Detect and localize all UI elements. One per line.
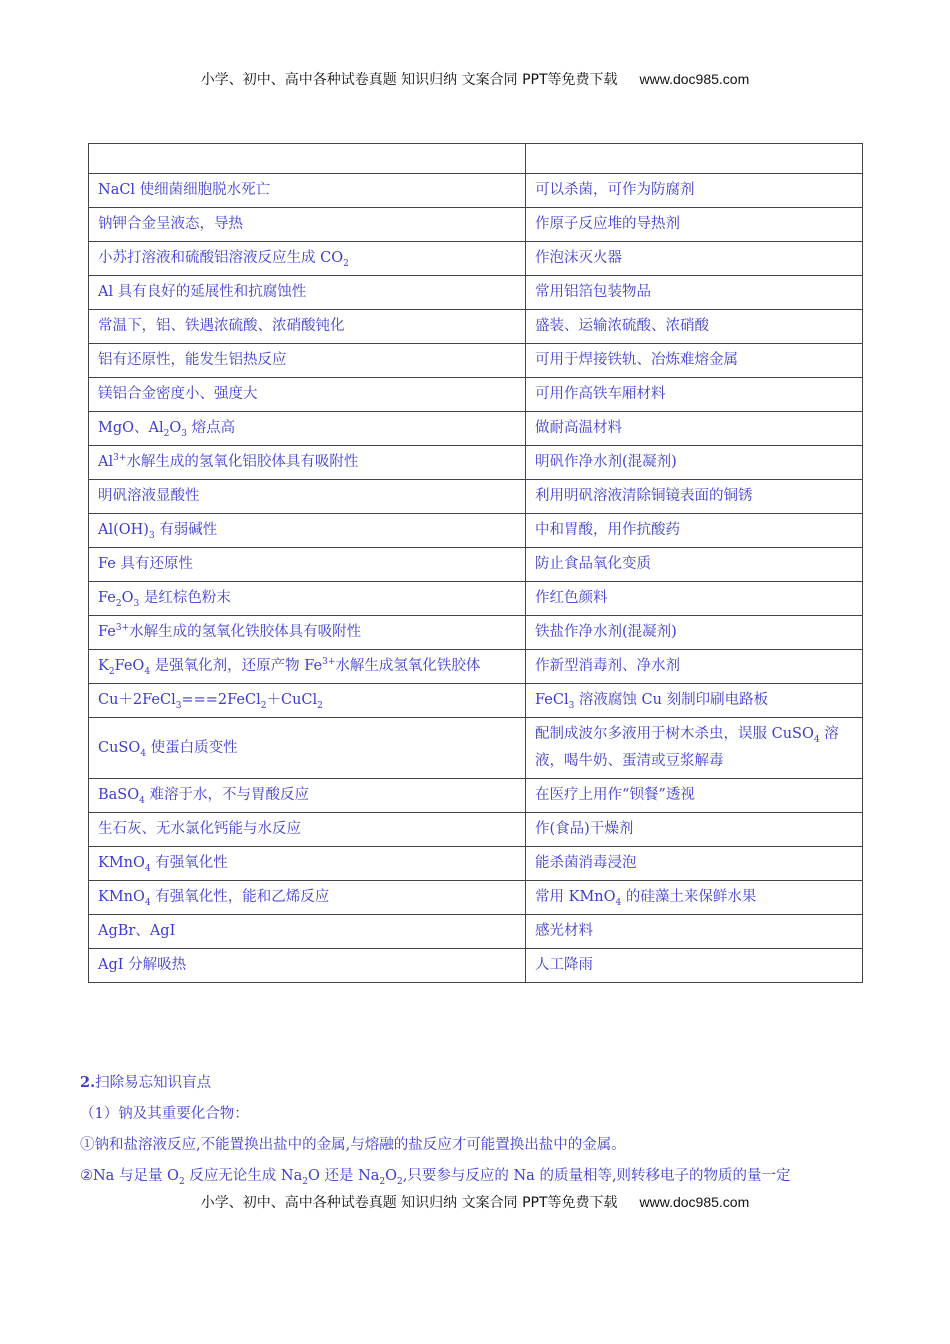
cell-use: 铁盐作净水剂(混凝剂) xyxy=(526,616,863,650)
cell-property: 镁铝合金密度小、强度大 xyxy=(89,378,526,412)
cell-property: 明矾溶液显酸性 xyxy=(89,480,526,514)
cell-use: 人工降雨 xyxy=(526,949,863,983)
cell-property: AgI 分解吸热 xyxy=(89,949,526,983)
cell-property: $Al^{3+}$水解生成的氢氧化铝胶体具有吸附性 xyxy=(89,446,526,480)
cell-property: Fe 具有还原性 xyxy=(89,548,526,582)
section-number: 2. xyxy=(80,1074,96,1091)
table-row xyxy=(89,208,863,242)
cell-use: 作红色颜料 xyxy=(526,582,863,616)
cell-property: AgBr、AgI xyxy=(89,915,526,949)
cell-property: $Al(OH)_3$ 有弱碱性 xyxy=(89,514,526,548)
table-row xyxy=(89,847,863,881)
cell-property: Cu＋2FeCl$_3$===2FeCl$_2$＋CuCl$_2$ xyxy=(89,684,526,718)
paragraph-2: ②Na 与足量 $O_2$ 反应无论生成 $Na_2O$ 还是 $Na_2O_2$,只要参与反应的 Na 的质量相等,则转移电子的物质的量一定 xyxy=(80,1168,791,1187)
table-row xyxy=(89,881,863,915)
cell-use: 防止食品氧化变质 xyxy=(526,548,863,582)
table-row xyxy=(89,650,863,684)
paragraph-1: ①钠和盐溶液反应,不能置换出盐中的金属,与熔融的盐反应才可能置换出盐中的金属。 xyxy=(80,1137,626,1153)
cell-use: 可以杀菌，可作为防腐剂 xyxy=(526,174,863,208)
cell-property: 生石灰、无水氯化钙能与水反应 xyxy=(89,813,526,847)
cell-property: $Fe^{3+}$水解生成的氢氧化铁胶体具有吸附性 xyxy=(89,616,526,650)
section-title xyxy=(80,1071,870,1092)
cell-property: 铝有还原性，能发生铝热反应 xyxy=(89,344,526,378)
cell-use: 做耐高温材料 xyxy=(526,412,863,446)
table-row xyxy=(89,344,863,378)
table-row xyxy=(89,412,863,446)
cell-use: 可用于焊接铁轨、冶炼难熔金属 xyxy=(526,344,863,378)
cell-use: 能杀菌消毒浸泡 xyxy=(526,847,863,881)
header-cell-property xyxy=(89,144,526,174)
cell-use: 常用 KMnO$_4$ 的硅藻土来保鲜水果 xyxy=(526,881,863,915)
table-row xyxy=(89,378,863,412)
cell-property: $K_2FeO_4$ 是强氧化剂，还原产物 $Fe^{3+}$水解生成氢氧化铁胶体 xyxy=(89,650,526,684)
table-row xyxy=(89,684,863,718)
cell-property: CuSO$_4$ 使蛋白质变性 xyxy=(89,718,526,779)
cell-property: Al 具有良好的延展性和抗腐蚀性 xyxy=(89,276,526,310)
page-footer xyxy=(0,1192,950,1212)
cell-property: MgO、$Al_2O_3$ 熔点高 xyxy=(89,412,526,446)
footer-text: 小学、初中、高中各种试卷真题 知识归纳 文案合同 PPT等免费下载 xyxy=(200,1195,618,1211)
section-title-text: 扫除易忘知识盲点 xyxy=(95,1075,212,1091)
subsection-title: （1）钠及其重要化合物： xyxy=(80,1106,249,1122)
table-row xyxy=(89,548,863,582)
cell-use: 利用明矾溶液清除铜镜表面的铜锈 xyxy=(526,480,863,514)
cell-use: 配制成波尔多液用于树木杀虫，误服 CuSO$_4$ 溶液，喝牛奶、蛋清或豆浆解毒 xyxy=(526,718,863,779)
header-url[interactable]: www.doc985.com xyxy=(639,71,750,87)
cell-use: 可用作高铁车厢材料 xyxy=(526,378,863,412)
cell-use: 明矾作净水剂(混凝剂) xyxy=(526,446,863,480)
cell-use: FeCl$_3$ 溶液腐蚀 Cu 刻制印刷电路板 xyxy=(526,684,863,718)
cell-property: KMnO$_4$ 有强氧化性 xyxy=(89,847,526,881)
table-row xyxy=(89,514,863,548)
cell-property: KMnO$_4$ 有强氧化性，能和乙烯反应 xyxy=(89,881,526,915)
cell-property: 小苏打溶液和硫酸铝溶液反应生成 $CO_2$ xyxy=(89,242,526,276)
table-header-row xyxy=(89,144,863,174)
table-row xyxy=(89,276,863,310)
cell-use: 盛装、运输浓硫酸、浓硝酸 xyxy=(526,310,863,344)
table-row xyxy=(89,480,863,514)
header-text: 小学、初中、高中各种试卷真题 知识归纳 文案合同 PPT等免费下载 xyxy=(200,72,618,88)
cell-use: 作(食品)干燥剂 xyxy=(526,813,863,847)
footer-url[interactable]: www.doc985.com xyxy=(639,1194,750,1210)
table-row xyxy=(89,779,863,813)
table-row xyxy=(89,718,863,779)
header-cell-use xyxy=(526,144,863,174)
cell-property: BaSO$_4$ 难溶于水，不与胃酸反应 xyxy=(89,779,526,813)
cell-use: 中和胃酸，用作抗酸药 xyxy=(526,514,863,548)
cell-property: 钠钾合金呈液态，导热 xyxy=(89,208,526,242)
table-row xyxy=(89,174,863,208)
table-row xyxy=(89,446,863,480)
properties-uses-table xyxy=(88,143,863,983)
table-row xyxy=(89,813,863,847)
cell-property: 常温下，铝、铁遇浓硫酸、浓硝酸钝化 xyxy=(89,310,526,344)
cell-property: $Fe_2O_3$ 是红棕色粉末 xyxy=(89,582,526,616)
table-row xyxy=(89,582,863,616)
table-row xyxy=(89,616,863,650)
cell-use: 作泡沫灭火器 xyxy=(526,242,863,276)
cell-use: 作新型消毒剂、净水剂 xyxy=(526,650,863,684)
table-row xyxy=(89,949,863,983)
cell-use: 感光材料 xyxy=(526,915,863,949)
table-row xyxy=(89,242,863,276)
table-row xyxy=(89,310,863,344)
table-row xyxy=(89,915,863,949)
page-header xyxy=(0,69,950,89)
cell-use: 作原子反应堆的导热剂 xyxy=(526,208,863,242)
cell-property: NaCl 使细菌细胞脱水死亡 xyxy=(89,174,526,208)
cell-use: 在医疗上用作“钡餐”透视 xyxy=(526,779,863,813)
cell-use: 常用铝箔包装物品 xyxy=(526,276,863,310)
